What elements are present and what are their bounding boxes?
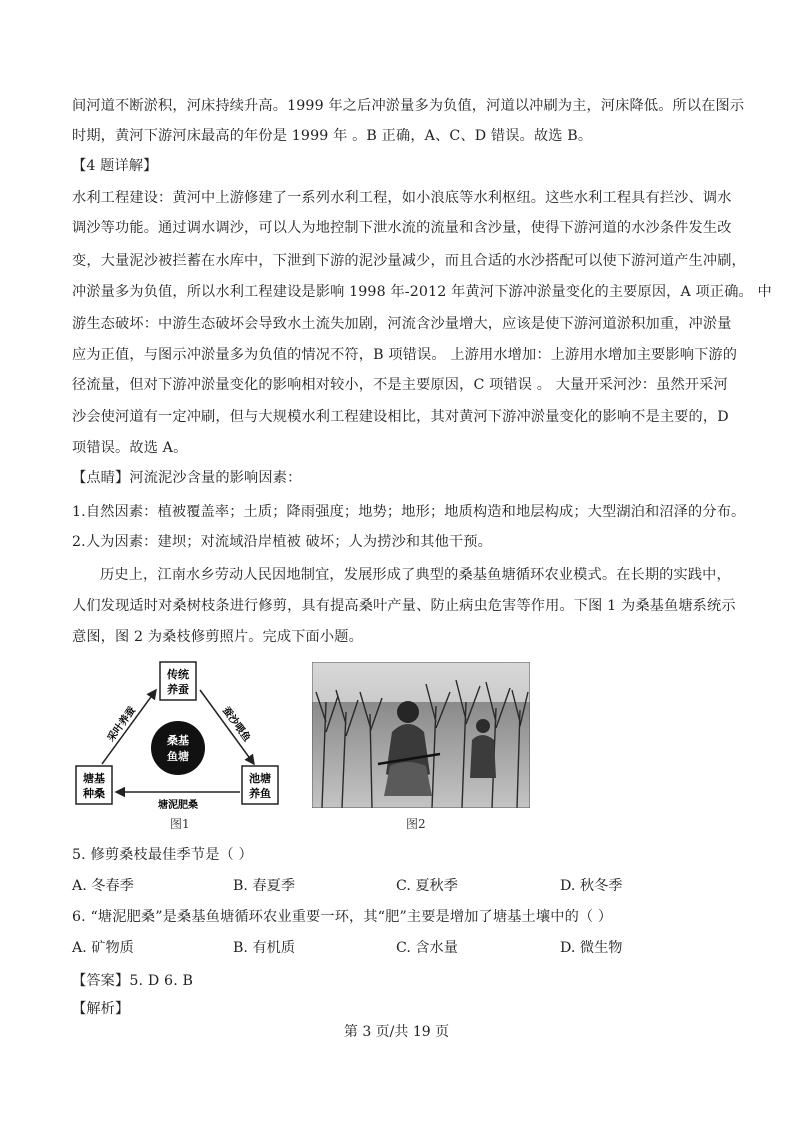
label-left-arrow: 采叶养蚕 [105,705,139,744]
tip-line: 1.自然因素：植被覆盖率；土质；降雨强度；地势；地形；地质构造和地层构成；大型湖泊和沼泽的分布。 [72,504,746,520]
figure1-diagram [72,660,280,812]
paragraph-line: 冲淤量多为负值，所以水利工程建设是影响 1998 年-2012 年黄河下游冲淤量变化的主要原因，A 项正确。 中 [72,284,772,300]
analysis-heading: 【解析】 [72,1001,130,1017]
paragraph-line: 游生态破坏：中游生态破坏会导致水土流失加剧，河流含沙量增大，应该是使下游河道淤积加重，冲淤量 [72,316,732,332]
center-line1: 桑基 [167,734,189,747]
paragraph-line: 调沙等功能。通过调水调沙，可以人为地控制下泄水流的流量和含沙量，使得下游河道的水沙条件发生改 [72,220,732,236]
paragraph-line: 项错误。故选 A。 [72,440,188,456]
paragraph-line: 间河道不断淤积，河床持续升高。1999 年之后冲淤量多为负值，河道以冲刷为主，河床降低。所以在图示 [72,98,745,114]
q5-option-c: C. 夏秋季 [396,878,458,894]
intro-line: 人们发现适时对桑树枝条进行修剪，具有提高桑叶产量、防止病虫危害等作用。下图 1 为桑基鱼塘系统示 [72,598,736,614]
top-box-line2: 养蚕 [167,683,189,696]
section-heading: 【4 题详解】 [72,158,158,174]
left-box-line2: 种桑 [83,787,105,800]
tip-line: 2.人为因素：建坝；对流域沿岸植被 破坏；人为捞沙和其他干预。 [72,534,492,550]
paragraph-line: 径流量，但对下游冲淤量变化的影响相对较小，不是主要原因，C 项错误 。 大量开采河沙：虽然开采河 [72,377,728,393]
q5-option-b: B. 春夏季 [233,878,296,894]
center-circle [151,721,205,775]
q6-option-a: A. 矿物质 [72,940,134,956]
center-line2: 鱼塘 [167,750,189,763]
figure2-caption: 图2 [406,817,426,831]
figure1-caption: 图1 [170,817,190,831]
label-bottom-arrow: 塘泥肥桑 [158,800,198,811]
paragraph-line: 沙会使河道有一定冲刷，但与大规模水利工程建设相比，其对黄河下游冲淤量变化的影响不是主要的，D [72,409,729,425]
q6-option-d: D. 微生物 [560,940,623,956]
figure2-photo [312,662,530,808]
paragraph-line: 变，大量泥沙被拦蓄在水库中，下泄到下游的泥沙量减少，而且合适的水沙搭配可以使下游河道产生冲刷， [72,253,746,269]
paragraph-line: 应为正值，与图示冲淤量多为负值的情况不符，B 项错误。 上游用水增加：上游用水增加主要影响下游的 [72,347,738,363]
q6-option-b: B. 有机质 [233,940,296,956]
q5-option-a: A. 冬春季 [72,878,134,894]
question-6: 6. “塘泥肥桑”是桑基鱼塘循环农业重要一环，其“肥”主要是增加了塘基土壤中的（ ） [72,909,613,925]
q5-option-d: D. 秋冬季 [560,878,623,894]
intro-line: 历史上，江南水乡劳动人民因地制宜，发展形成了典型的桑基鱼塘循环农业模式。在长期的实践中， [100,567,731,583]
left-box-line1: 塘基 [83,772,105,785]
right-box-line2: 养鱼 [249,787,271,800]
right-box-line1: 池塘 [249,772,271,785]
label-right-arrow: 蚕沙喂鱼 [219,705,253,744]
paragraph-line: 时期，黄河下游河床最高的年份是 1999 年 。B 正确，A、C、D 错误。故选 B。 [72,128,593,144]
tip-heading: 【点睛】河流泥沙含量的影响因素： [72,470,302,486]
question-5: 5. 修剪桑枝最佳季节是（ ） [72,847,253,863]
arrow-left [102,690,156,764]
answer-line: 【答案】5. D 6. B [72,973,194,989]
top-box-line1: 传统 [167,668,189,681]
intro-line: 意图，图 2 为桑枝修剪照片。完成下面小题。 [72,629,363,645]
q6-option-c: C. 含水量 [396,940,458,956]
arrow-right [200,690,254,764]
paragraph-line: 水利工程建设：黄河中上游修建了一系列水利工程，如小浪底等水利枢纽。这些水利工程具有拦沙、调水 [72,190,732,206]
page-footer: 第 3 页/共 19 页 [343,1024,450,1040]
